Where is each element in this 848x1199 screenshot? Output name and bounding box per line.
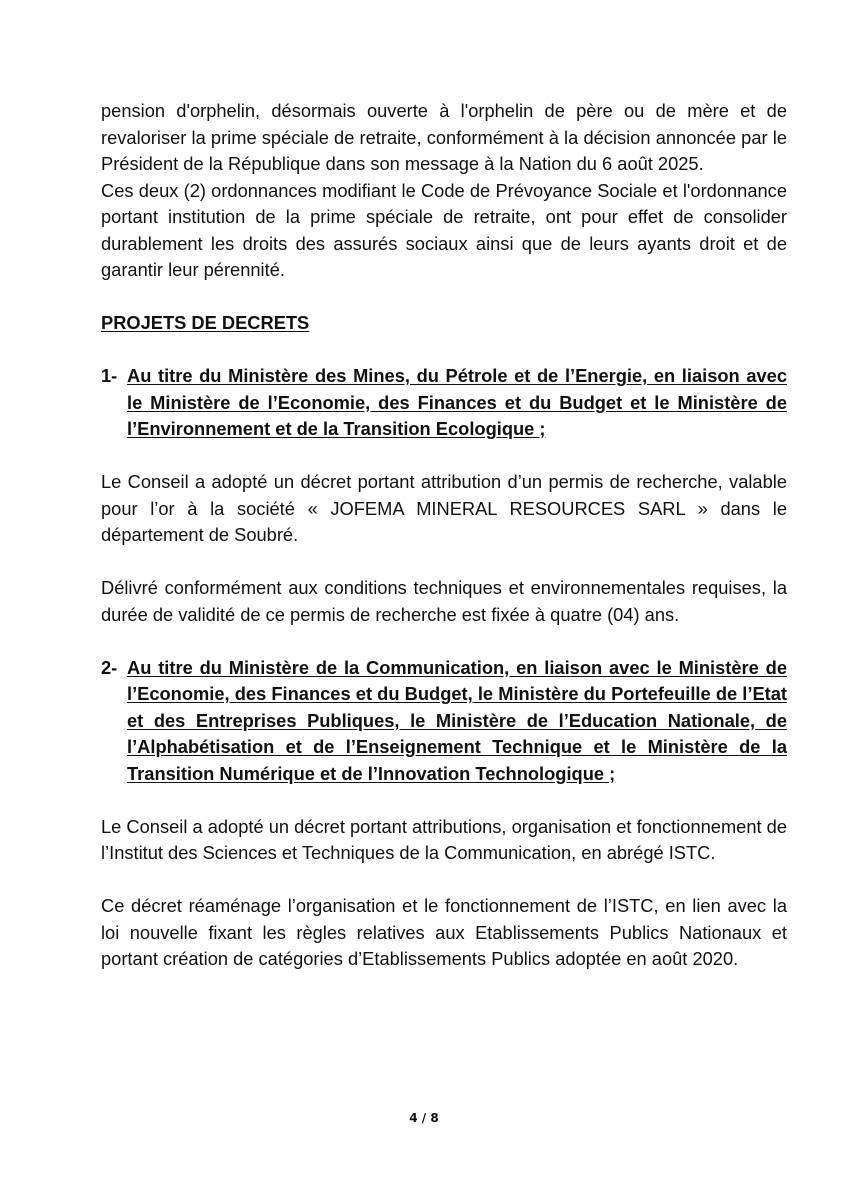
- decree-item-2-paragraph-2: Ce décret réaménage l’organisation et le fonctionnement de l’ISTC, en lien avec la loi nouvelle fixant les règles relatives aux Etablissements Publics Nationaux et portant création de catégories d’Etablissements Publics adoptée en août 2020.: [101, 895, 787, 969]
- decree-item-2-paragraph-1: Le Conseil a adopté un décret portant attributions, organisation et fonctionnement de l’Institut des Sciences et Techniques de la Communication, en abrégé ISTC.: [101, 815, 788, 863]
- page-number: 4 / 8: [409, 1111, 439, 1125]
- decree-item-1-paragraph-2: Délivré conformément aux conditions techniques et environnementales requises, la durée de validité de ce permis de recherche est fixée à quatre (04) ans.: [101, 577, 787, 625]
- decree-item-1-paragraph-1: Le Conseil a adopté un décret portant attribution d’un permis de recherche, valable pour l’or à la société « JOFEMA MINERAL RESOURCES SARL » dans le département de Soubré.: [101, 471, 787, 545]
- decree-item-2-heading: [101, 655, 787, 788]
- spacer: [101, 549, 787, 576]
- decree-item-2-number: 2-: [101, 656, 118, 678]
- document-page: [101, 98, 787, 973]
- spacer: [101, 628, 787, 655]
- decree-item-1-heading: [101, 363, 787, 443]
- decree-item-1-title: Au titre du Ministère des Mines, du Pétrole et de l’Energie, en liaison avec le Ministère de l’Economie, des Finances et du Budget et le Ministère de l’Environnement et de la Transition Ecologique ;: [127, 365, 787, 439]
- intro-paragraph-1: pension d'orphelin, désormais ouverte à l'orphelin de père ou de mère et de revaloriser la prime spéciale de retraite, conformément à la décision annoncée par le Président de la République dans son message à la Nation du 6 août 2025.: [101, 100, 787, 174]
- spacer: [101, 443, 787, 470]
- decree-item-1-number: 1-: [101, 365, 118, 386]
- spacer: [101, 337, 787, 364]
- spacer: [101, 867, 787, 894]
- section-heading: PROJETS DE DECRETS: [101, 312, 310, 333]
- intro-paragraph-2: Ces deux (2) ordonnances modifiant le Code de Prévoyance Sociale et l'ordonnance portant institution de la prime spéciale de retraite, ont pour effet de consolider durablement les droits des assurés sociaux ainsi que de leurs ayants droit et de garantir leur pérennité.: [101, 179, 787, 280]
- decree-item-2-title: Au titre du Ministère de la Communication, en liaison avec le Ministère de l’Economie, des Finances et du Budget, le Ministère du Portefeuille de l’Etat et des Entreprises Publiques, le Ministère de l’Education Nationale, de l’Alphabétisation et de l’Enseignement Technique et le Ministère de la Transition Numérique et de l’Innovation Technologique ;: [127, 656, 787, 784]
- spacer: [101, 787, 787, 814]
- spacer: [101, 284, 787, 311]
